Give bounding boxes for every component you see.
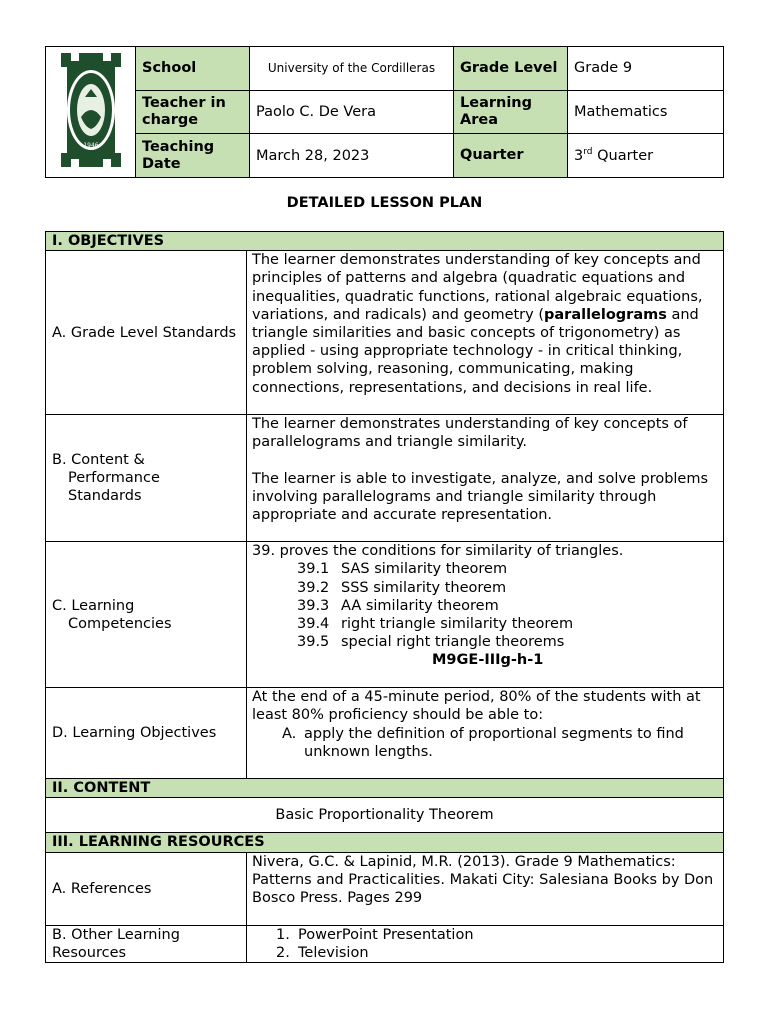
school-value: University of the Cordilleras (250, 47, 454, 91)
quarter-label: Quarter (454, 134, 568, 178)
competency-item: 39.3 AA similarity theorem (297, 597, 499, 614)
grade-level-standards-text: The learner demonstrates understanding of key concepts and principles of patterns and algebra (quadratic equations and inequalities, quadratic functions, rational algebraic equations, variations, and radicals) and geometry (parallelograms and triangle similarities and basic concepts of trigonometry) as applied - using appropriate technology - in critical thinking, problem solving, reasoning, communicating, making connections, representations, and decisions in real life. (247, 251, 724, 415)
logo-cell (46, 47, 136, 178)
competency-item: 39.4 right triangle similarity theorem (297, 616, 574, 633)
objectives-intro: At the end of a 45-minute period, 80% of the students with at least 80% proficiency should be able to: (252, 689, 701, 724)
content-text: Basic Proportionality Theorem (46, 798, 724, 833)
competency-item: 39.5 special right triangle theorems (297, 634, 565, 651)
other-resources-label: B. Other Learning Resources (46, 925, 247, 962)
references-text: Nivera, G.C. & Lapinid, M.R. (2013). Grade 9 Mathematics: Patterns and Practicalities. Makati City: Salesiana Books by Don Bosco Press. Pages 299 (247, 852, 724, 925)
resource-item: 2. Television (276, 944, 369, 961)
learning-area-value: Mathematics (568, 90, 724, 134)
learning-objectives-text (247, 688, 724, 779)
document-title: DETAILED LESSON PLAN (286, 195, 483, 211)
content-standard: The learner demonstrates understanding of key concepts of parallelograms and triangle similarity. (252, 416, 688, 451)
learning-competencies-text (247, 542, 724, 688)
objective-item: A. apply the definition of proportional segments to find (282, 725, 684, 742)
university-seal-logo-icon (49, 47, 133, 173)
resource-item: 1. PowerPoint Presentation (276, 926, 474, 943)
grade-level-value: Grade 9 (568, 47, 724, 91)
objective-item-continued: unknown lengths. (304, 743, 433, 760)
teacher-value: Paolo C. De Vera (250, 90, 454, 134)
other-resources-list (247, 925, 724, 962)
content-section-header: II. CONTENT (46, 779, 724, 798)
objectives-section-header: I. OBJECTIVES (46, 232, 724, 251)
grade-level-standards-label: A. Grade Level Standards (46, 251, 247, 415)
teacher-label: Teacher in charge (136, 90, 250, 134)
content-performance-text (247, 415, 724, 542)
teaching-date-label: Teaching Date (136, 134, 250, 178)
learning-area-label: Learning Area (454, 90, 568, 134)
quarter-value: 3rd Quarter (568, 134, 724, 178)
resources-section-header: III. LEARNING RESOURCES (46, 833, 724, 852)
header-info-table (45, 46, 724, 178)
competency-intro: 39. proves the conditions for similarity of triangles. (252, 543, 624, 560)
teaching-date-value: March 28, 2023 (250, 134, 454, 178)
competency-item: 39.1 SAS similarity theorem (297, 561, 508, 578)
performance-standard: The learner is able to investigate, analyze, and solve problems involving parallelograms and triangle similarity through appropriate and accurate representation. (252, 470, 709, 524)
learning-objectives-label: D. Learning Objectives (46, 688, 247, 779)
logo-year: 1946 (82, 142, 99, 149)
competency-code: M9GE-IIIg-h-1 (432, 652, 544, 669)
references-label: A. References (46, 852, 247, 925)
content-performance-label: B. Content & Performance Standards (46, 415, 247, 542)
competency-item: 39.2 SSS similarity theorem (297, 579, 507, 596)
school-label: School (136, 47, 250, 91)
lesson-plan-table (45, 231, 724, 963)
learning-competencies-label: C. Learning Competencies (46, 542, 247, 688)
grade-level-label: Grade Level (454, 47, 568, 91)
